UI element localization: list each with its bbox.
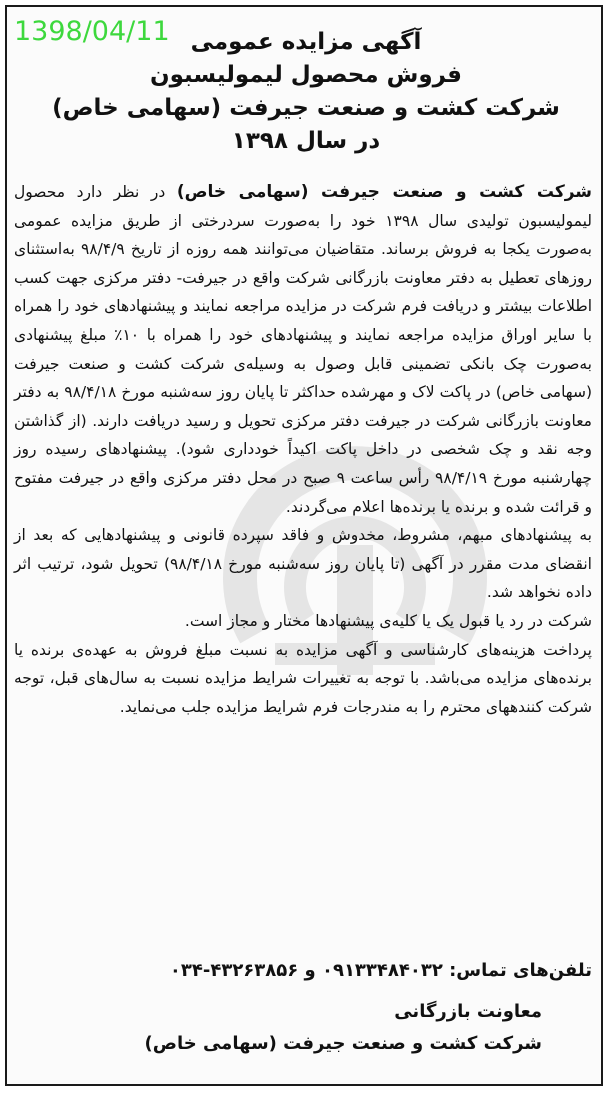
paragraph-1 [14, 178, 592, 521]
paragraph-2: به پیشنهادهای مبهم، مشروط، مخدوش و فاقد سپرده قانونی و پیشنهادهایی که بعد از انقضای مدت مقرر در آگهی (تا پایان روز سه‌شنبه مورخ ۹۸/۴/۱۸) تحویل شود، ترتیب اثر داده نخواهد شد. [14, 526, 592, 602]
contact-label: تلفن‌های تماس: [449, 960, 592, 981]
signature-block [145, 996, 542, 1060]
title-line-1: آگهی مزایده عمومی [190, 29, 422, 55]
signature-department: معاونت بازرگانی [394, 1001, 542, 1022]
ad-body [14, 178, 592, 721]
date-stamp: 1398/04/11 [14, 16, 170, 47]
contact-numbers: ۰۹۱۳۳۴۸۴۰۳۲ و ۴۳۲۶۳۸۵۶-۰۳۴ [169, 960, 443, 981]
title-line-2: فروش محصول لیمولیسبون [149, 62, 462, 88]
title-line-3: شرکت کشت و صنعت جیرفت (سهامی خاص) [52, 95, 560, 121]
paragraph-4: پرداخت هزینه‌های کارشناسی و آگهی مزایده به نسبت مبلغ فروش به عهده‌ی برنده یا برنده‌های مزایده می‌باشد. با توجه به تغییرات شرایط مزایده نسبت به سال‌های قبل، توجه شرکت کنندههای محترم را به مندرجات فرم شرایط مزایده جلب می‌نماید. [14, 640, 592, 716]
contact-phones [14, 956, 592, 986]
company-name-inline: شرکت کشت و صنعت جیرفت (سهامی خاص) [176, 182, 592, 202]
signature-company: شرکت کشت و صنعت جیرفت (سهامی خاص) [144, 1033, 542, 1054]
paragraph-3: شرکت در رد یا قبول یک یا کلیه‌ی پیشنهادها مختار و مجاز است. [184, 611, 592, 630]
title-line-4: در سال ۱۳۹۸ [231, 128, 381, 154]
paragraph-1-text: در نظر دارد محصول لیمولیسبون تولیدی سال ۱۳۹۸ خود را به‌صورت سردرختی از طریق مزایده عمومی به‌صورت یکجا به فروش برساند. متقاضیان می‌توانند همه روزه از تاریخ ۹۸/۴/۹ به‌استثنای روزهای تعطیل به دفتر معاونت بازرگانی شرکت واقع در جیرفت- دفتر مرکزی جهت کسب اطلاعات بیشتر و دریافت فرم شرکت در مزایده مراجعه نمایند و پیشنهادهای خود را همراه با سایر اوراق مزایده مراجعه نمایند و پیشنهادهای خود را همراه با ۱۰٪ مبلغ پیشنهادی به‌صورت چک بانکی تضمینی قابل وصول به وسیله‌ی شرکت کشت و صنعت جیرفت (سهامی خاص) در پاکت لاک و مهرشده حداکثر تا پایان روز سه‌شنبه مورخ ۹۸/۴/۱۸ به دفتر معاونت بازرگانی شرکت در جیرفت دفتر مرکزی تحویل و رسید دریافت دارند. (از گذاشتن وجه نقد و چک شخصی در داخل پاکت اکیداً خودداری شود). پیشنهادهای رسیده روز چهارشنبه مورخ ۹۸/۴/۱۹ رأس ساعت ۹ صبح در محل دفتر مرکزی واقع در جیرفت مفتوح و قرائت شده و برنده یا برنده‌ها اعلام می‌گردند. [14, 183, 593, 516]
